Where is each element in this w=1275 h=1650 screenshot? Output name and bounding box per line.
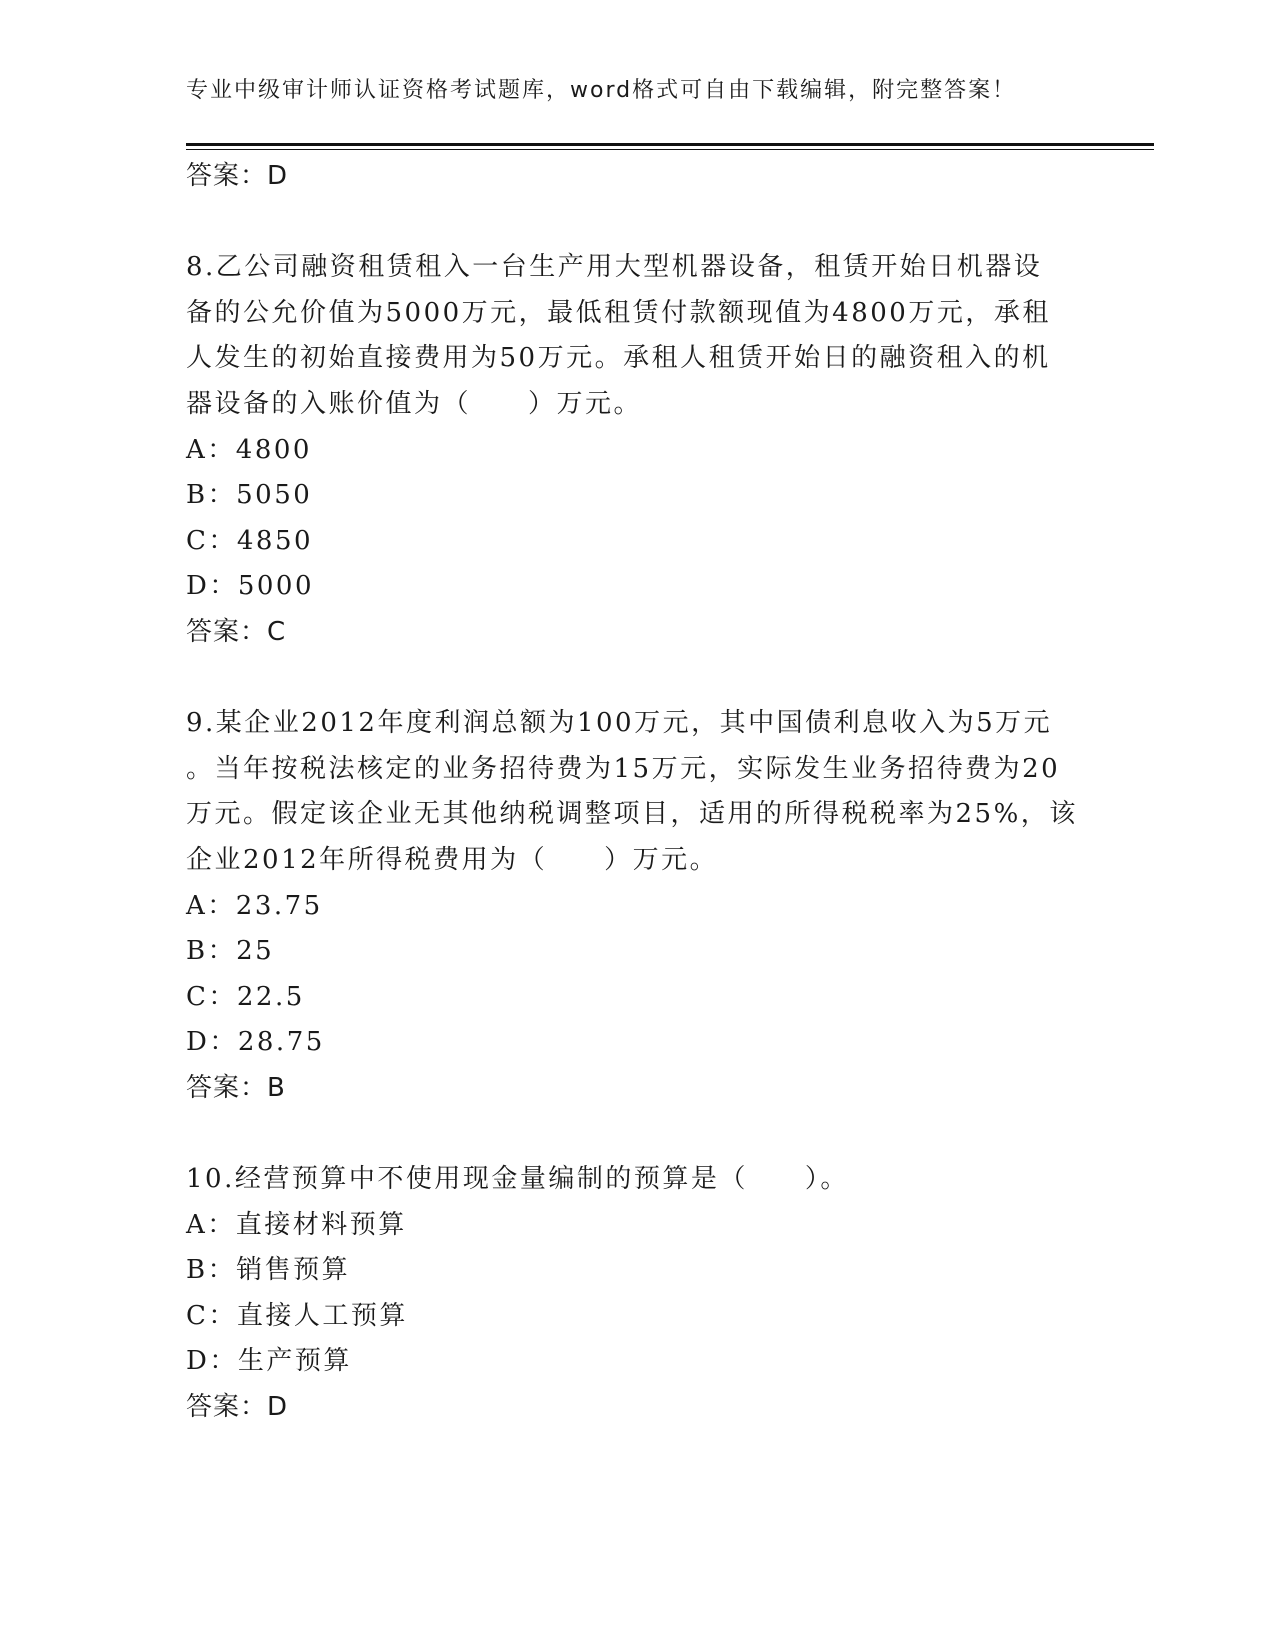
option-a: A：23.75	[186, 890, 323, 921]
question-8	[186, 245, 1086, 655]
header-rule-thick	[186, 143, 1154, 146]
spacer	[186, 656, 1086, 702]
question-10	[186, 1157, 1086, 1431]
question-stem-line: 。当年按税法核定的业务招待费为15万元，实际发生业务招待费为20	[186, 753, 1061, 784]
answer: 答案：C	[186, 616, 287, 647]
question-stem-line: 企业2012年所得税费用为（ ）万元。	[186, 844, 719, 875]
header-rule-thin	[186, 149, 1154, 150]
option-c: C：22.5	[186, 981, 305, 1012]
option-b: B：销售预算	[186, 1255, 351, 1286]
question-9	[186, 701, 1086, 1111]
spacer	[186, 1111, 1086, 1157]
question-stem-line: 器设备的入账价值为（ ）万元。	[186, 388, 643, 419]
document-body	[186, 154, 1086, 1431]
question-stem-line: 万元。假定该企业无其他纳税调整项目，适用的所得税税率为25%，该	[186, 799, 1078, 830]
answer: 答案：B	[186, 1072, 286, 1103]
option-b: B：25	[186, 936, 275, 967]
question-stem-line: 8.乙公司融资租赁租入一台生产用大型机器设备，租赁开始日机器设	[186, 252, 1043, 283]
option-c: C：直接人工预算	[186, 1300, 408, 1331]
question-stem-line: 人发生的初始直接费用为50万元。承租人租赁开始日的融资租入的机	[186, 343, 1051, 374]
question-stem-line: 备的公允价值为5000万元，最低租赁付款额现值为4800万元，承租	[186, 297, 1051, 328]
option-c: C：4850	[186, 525, 314, 556]
option-a: A：4800	[186, 434, 312, 465]
spacer	[186, 200, 1086, 246]
option-d: D：生产预算	[186, 1346, 352, 1377]
option-d: D：5000	[186, 571, 315, 602]
page-header: 专业中级审计师认证资格考试题库，word格式可自由下载编辑，附完整答案！	[186, 78, 1017, 103]
question-stem-line: 9.某企业2012年度利润总额为100万元，其中国债利息收入为5万元	[186, 708, 1053, 739]
option-d: D：28.75	[186, 1027, 325, 1058]
option-a: A：直接材料预算	[186, 1209, 407, 1240]
previous-answer: 答案：D	[186, 161, 289, 191]
question-stem-line: 10.经营预算中不使用现金量编制的预算是（ ）。	[186, 1164, 849, 1195]
option-b: B：5050	[186, 480, 313, 511]
answer: 答案：D	[186, 1392, 289, 1423]
